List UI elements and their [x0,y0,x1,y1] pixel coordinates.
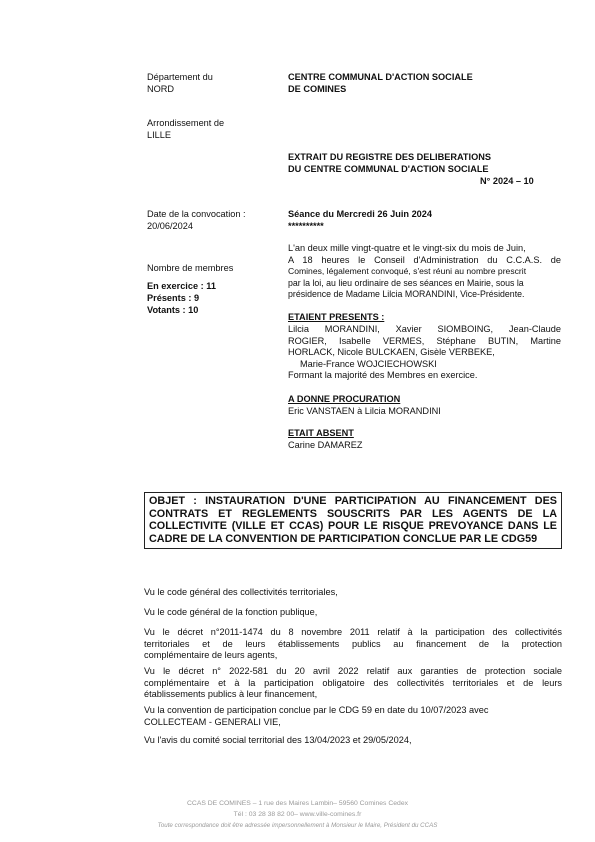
seance-intro-line: présidence de Madame Lilcia MORANDINI, Vice-Présidente. [288,289,525,299]
presents-list [288,324,561,382]
seance-intro-line: Comines, légalement convoqué, s'est réuni au nombre prescrit [288,266,527,276]
footer-address: CCAS DE COMINES – 1 rue des Maires Lambin– 59560 Comines Cedex [187,800,408,807]
vu-line: COLLECTEAM - GENERALI VIE, [144,716,281,727]
seance-title: Séance du Mercredi 26 Juin 2024 [288,209,433,219]
vu-line: Vu le décret n° 2022-581 du 20 avril 2022 relatif aux garanties de protection sociale [144,666,562,676]
objet-box: OBJET : INSTAURATION D'UNE PARTICIPATION AU FINANCEMENT DES CONTRATS ET REGLEMENTS SOUSCRITS PAR LES AGENTS DE LA COLLECTIVITE (VILLE ET CCAS) POUR LE RISQUE PREVOYANCE DANS LE CADRE DE LA CONVENTION DE PARTICIPATION CONCLUE PAR LE CDG59 [144,492,562,549]
members-exercice: En exercice : 11 [147,281,216,291]
members-presents: Présents : 9 [147,293,200,303]
arrondissement-label: Arrondissement de [147,118,225,128]
absent-heading: ETAIT ABSENT [288,428,354,438]
vu-line: établissements publics à leur financement, [144,689,318,699]
presents-heading: ETAIENT PRESENTS : [288,312,385,322]
presents-line: Formant la majorité des Membres en exercice. [288,370,478,380]
seance-intro [288,243,561,301]
convocation-label: Date de la convocation : [147,209,246,219]
members-votants: Votants : 10 [147,305,199,315]
deliberation-number: N° 2024 – 10 [480,176,534,186]
organisation-line-2: DE COMINES [288,84,347,94]
vu-line: complémentaire de leurs agents, [144,650,278,660]
vu-cgct: Vu le code général des collectivités territoriales, [144,587,338,597]
department-label: Département du [147,72,213,82]
extract-title-line-2: DU CENTRE COMMUNAL D'ACTION SOCIALE [288,164,489,174]
vu-avis-cst: Vu l'avis du comité social territorial des 13/04/2023 et 29/05/2024, [144,735,412,745]
presents-line: ROGIER, Isabelle VERMES, Stéphane BUTIN, Martine [288,335,561,346]
vu-line: Vu le décret n°2011-1474 du 8 novembre 2011 relatif à la participation des collectivités [144,627,562,637]
arrondissement-value: LILLE [147,130,172,140]
seance-separator: ********** [288,221,324,231]
presents-line: Marie-France WOJCIECHOWSKI [300,358,437,369]
procuration-heading: A DONNE PROCURATION [288,394,401,404]
footer-contact: Tél : 03 28 38 82 00– www.ville-comines.fr [233,811,362,818]
seance-intro-line: A 18 heures le Conseil d'Administration du C.C.A.S. de [288,254,561,265]
seance-intro-line: par la loi, au lieu ordinaire de ses séances en Mairie, sous la [288,277,524,288]
members-label: Nombre de membres [147,263,234,273]
vu-cgfp: Vu le code général de la fonction publique, [144,607,318,617]
presents-line: Lilcia MORANDINI, Xavier SIOMBOING, Jean-Claude [288,324,561,334]
footer-notice: Toute correspondance doit être adressée impersonnellement à Monsieur le Maire, Président du CCAS [157,822,438,829]
extract-title-line-1: EXTRAIT DU REGISTRE DES DELIBERATIONS [288,152,491,162]
organisation-line-1: CENTRE COMMUNAL D'ACTION SOCIALE [288,72,473,82]
absent-text: Carine DAMAREZ [288,440,363,450]
vu-line: complémentaire et à la participation obligatoire des collectivités territoriales et de leurs [144,677,562,688]
vu-decret-2022 [144,666,562,701]
presents-line: HORLACK, Nicole BULCKAEN, Gisèle VERBEKE, [288,347,495,357]
convocation-date: 20/06/2024 [147,221,193,231]
department-value: NORD [147,84,175,94]
vu-decret-2011 [144,627,562,662]
vu-line: Vu la convention de participation conclue par le CDG 59 en date du 10/07/2023 avec [144,705,489,715]
vu-line: territoriales et de leurs établissements publics au financement de la protection [144,638,562,649]
procuration-text: Eric VANSTAEN à Lilcia MORANDINI [288,406,441,416]
vu-convention [144,705,562,728]
seance-intro-line: L'an deux mille vingt-quatre et le vingt-six du mois de Juin, [288,243,526,253]
